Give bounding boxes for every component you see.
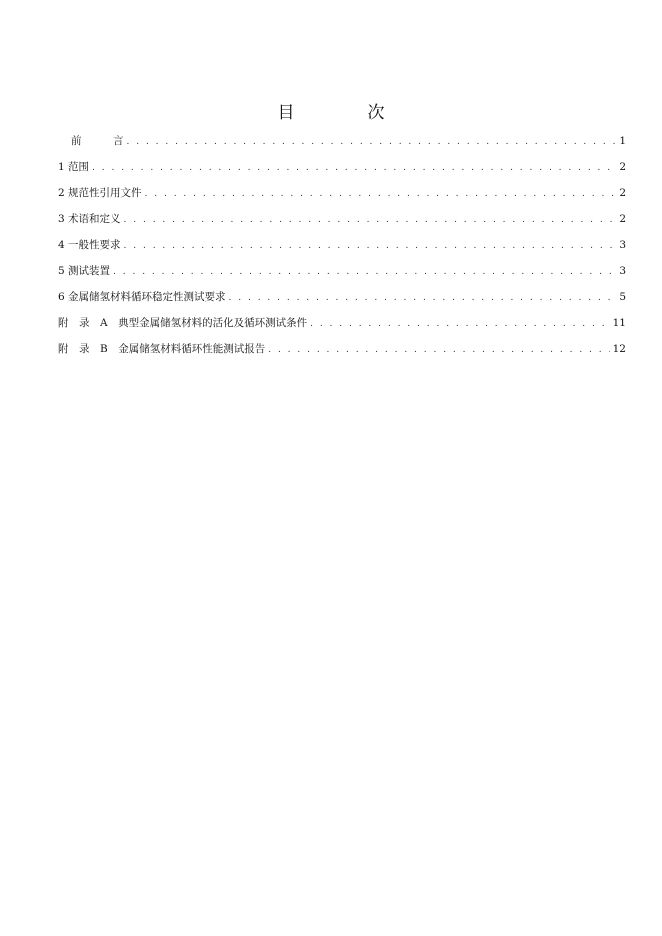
toc-entry-label: 前 言 bbox=[71, 135, 124, 147]
toc-entry-label: 2 规范性引用文件 bbox=[58, 187, 142, 199]
toc-page-number: 2 bbox=[619, 187, 626, 199]
toc-page-number: 5 bbox=[619, 291, 626, 303]
toc-entry-general-requirements[interactable] bbox=[58, 238, 626, 264]
toc-page-number: 2 bbox=[619, 161, 626, 173]
toc-entry-appendix-b[interactable] bbox=[58, 342, 626, 368]
toc-page-number: 3 bbox=[619, 265, 626, 277]
dot-leader bbox=[310, 317, 610, 331]
dot-leader bbox=[92, 161, 616, 175]
toc-entry-label: 1 范围 bbox=[58, 161, 90, 173]
toc-entry-label: 5 测试装置 bbox=[58, 265, 111, 277]
toc-entry-scope[interactable] bbox=[58, 160, 626, 186]
toc-entry-cycle-stability-requirements[interactable] bbox=[58, 290, 626, 316]
toc-title: 目 次 bbox=[277, 103, 413, 123]
toc-entry-preface[interactable] bbox=[58, 134, 626, 160]
toc-page-number: 2 bbox=[619, 213, 626, 225]
toc-page-number: 3 bbox=[619, 239, 626, 251]
dot-leader bbox=[145, 187, 617, 201]
toc-page-number: 12 bbox=[612, 343, 626, 355]
toc-entry-terms-definitions[interactable] bbox=[58, 212, 626, 238]
toc-entry-test-apparatus[interactable] bbox=[58, 264, 626, 290]
dot-leader bbox=[268, 343, 609, 357]
toc-entry-label: 附 录 B 金属储氢材料循环性能测试报告 bbox=[58, 343, 266, 355]
toc-entry-label: 附 录 A 典型金属储氢材料的活化及循环测试条件 bbox=[58, 317, 308, 329]
toc-entry-label: 4 一般性要求 bbox=[58, 239, 121, 251]
dot-leader bbox=[229, 291, 617, 305]
table-of-contents bbox=[58, 134, 626, 368]
dot-leader bbox=[113, 265, 616, 279]
toc-entry-normative-references[interactable] bbox=[58, 186, 626, 212]
toc-entry-label: 6 金属储氢材料循环稳定性测试要求 bbox=[58, 291, 226, 303]
toc-entry-appendix-a[interactable] bbox=[58, 316, 626, 342]
dot-leader bbox=[124, 213, 617, 227]
toc-page-number: 11 bbox=[612, 317, 626, 329]
dot-leader bbox=[127, 135, 617, 149]
dot-leader bbox=[124, 239, 617, 253]
toc-page-number: 1 bbox=[619, 135, 626, 147]
toc-entry-label: 3 术语和定义 bbox=[58, 213, 121, 225]
